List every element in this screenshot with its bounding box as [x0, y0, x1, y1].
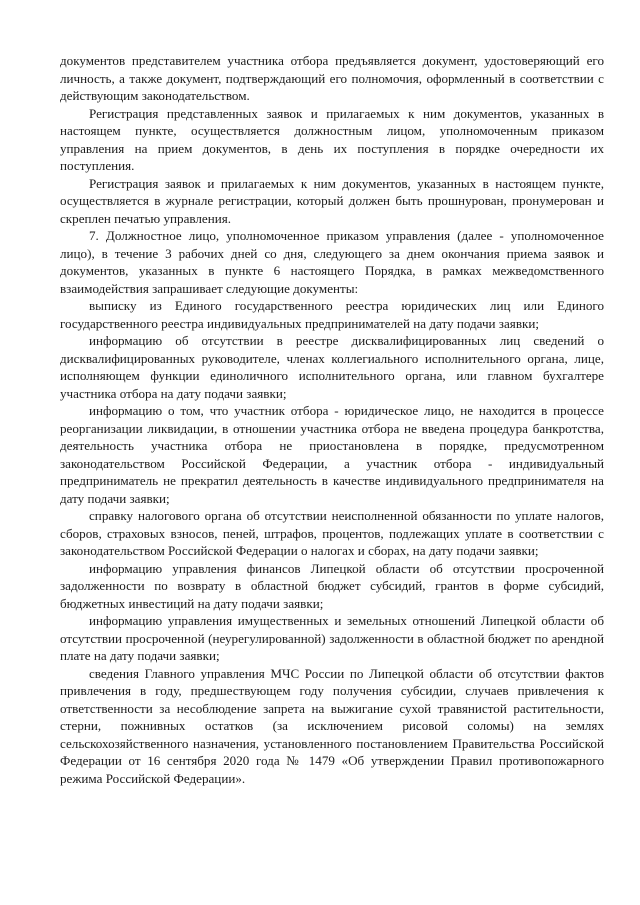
paragraph-registration-journal: Регистрация заявок и прилагаемых к ним документов, указанных в настоящем пункте, осуществляется в журнале регистрации, который должен быть прошнурован, пронумерован и скреплен печатью управления. — [60, 175, 604, 226]
list-item-tax-certificate: справку налогового органа об отсутствии неисполненной обязанности по уплате налогов, сборов, страховых взносов, пеней, штрафов, процентов, подлежащих уплате в соответствии с законодательством Российской Федерации о налогах и сборах, на дату подачи заявки; — [60, 508, 604, 558]
paragraph-continuation: документов представителем участника отбора предъявляется документ, удостоверяющий его личность, а также документ, подтверждающий его полномочия, оформленный в соответствии с действующим законодательством. — [60, 53, 604, 103]
document-page — [60, 52, 604, 787]
list-item-finance-debt: информацию управления финансов Липецкой области об отсутствии просроченной задолженности по возврату в областной бюджет субсидий, грантов в форме субсидий, бюджетных инвестиций на дату подачи заявки; — [60, 560, 604, 611]
paragraph-item-7: 7. Должностное лицо, уполномоченное приказом управления (далее - уполномоченное лицо), в течение 3 рабочих дней со дня, следующего за днем окончания приема заявок и документов, указанных в пункте 6 настоящего Порядка, в рамках межведомственного взаимодействия запрашивает следующие документы: — [60, 228, 604, 296]
list-item-egrul-extract: выписку из Единого государственного реестра юридических лиц или Единого государственного реестра индивидуальных предпринимателей на дату подачи заявки; — [60, 298, 604, 331]
paragraph-registration-applications: Регистрация представленных заявок и прилагаемых к ним документов, указанных в настоящем пункте, осуществляется должностным лицом, уполномоченным приказом управления на прием документов, в день их поступления в порядке очередности их поступления. — [60, 105, 604, 173]
list-item-property-debt: информацию управления имущественных и земельных отношений Липецкой области об отсутствии просроченной (неурегулированной) задолженности в областной бюджет по арендной плате на дату подачи заявки; — [60, 613, 604, 663]
list-item-disqualified-persons: информацию об отсутствии в реестре дисквалифицированных лиц сведений о дисквалифицированных руководителе, членах коллегиального исполнительного органа, лице, исполняющем функции единоличного исполнительного органа, или главном бухгалтере участника отбора на дату подачи заявки; — [60, 333, 604, 401]
list-item-mchs-information: сведения Главного управления МЧС России по Липецкой области об отсутствии фактов привлечения в году, предшествующем году получения субсидии, случаев привлечения к ответственности за несоблюдение запрета на выжигание сухой травянистой растительности, стерни, пожнивных остатков (за исключением рисовой соломы) на землях сельскохозяйственного назначения, установленного постановлением Правительства Российской Федерации от 16 сентября 2020 года № 1479 «Об утверждении Правил противопожарного режима Российской Федерации». — [60, 665, 604, 786]
list-item-reorganization-status: информацию о том, что участник отбора - юридическое лицо, не находится в процессе реорганизации ликвидации, в отношении участника отбора не введена процедура банкротства, деятельность участника отбора не приостановлена в порядке, предусмотренном законодательством Российской Федерации, а участник отбора - индивидуальный предприниматель не прекратил деятельность в качестве индивидуального предпринимателя на дату подачи заявки; — [60, 403, 604, 506]
